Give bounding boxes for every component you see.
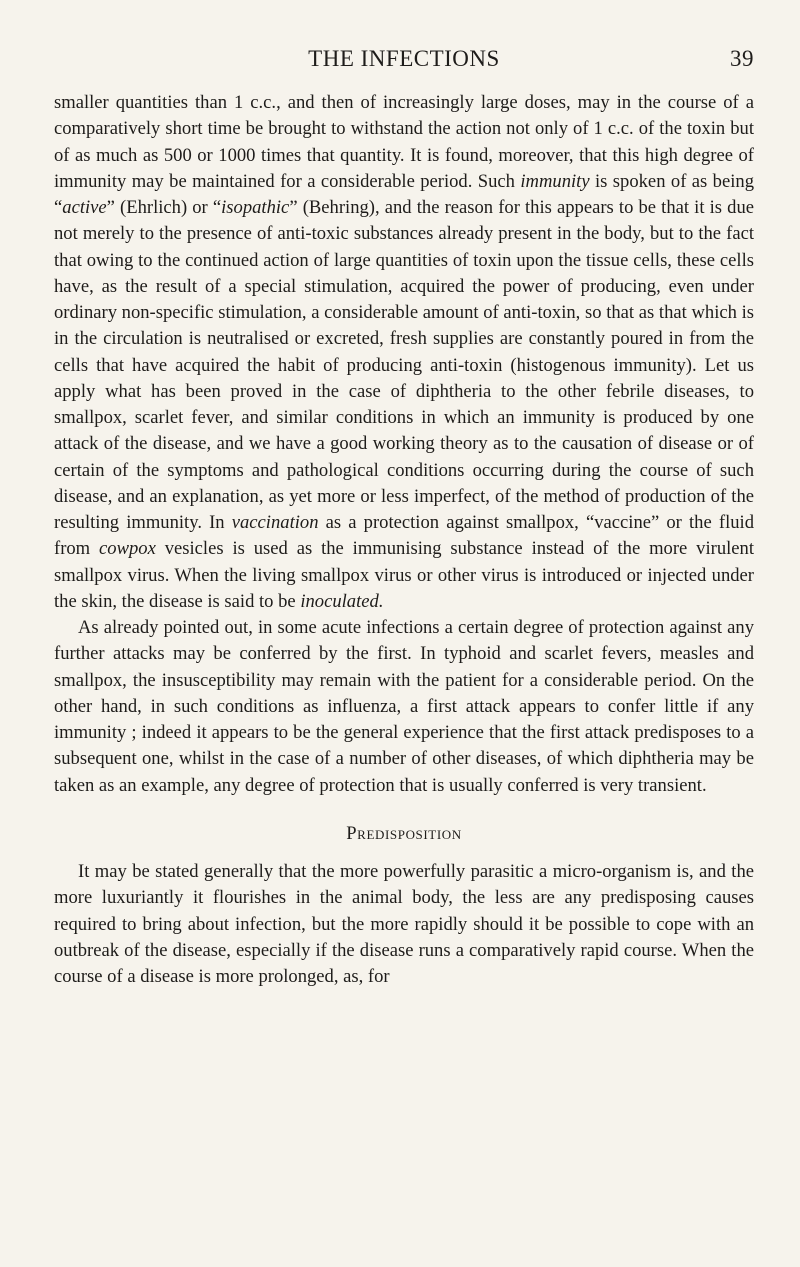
italic-term-active: active — [62, 197, 107, 218]
running-head — [54, 46, 754, 80]
section-heading: Predisposition — [346, 822, 462, 844]
paragraph-continuation — [54, 90, 754, 615]
body-text — [54, 90, 754, 990]
text-run: smaller quantities than 1 c.c., and then of increasingly large doses, may in the course of a comparatively short time be brought to withstand the action not only of 1 c.c. of the toxin but of as much as 500 or 1000 times that quantity. It is found, moreover, that this high degree of immunity may be maintained for a considerable period. Such — [54, 92, 754, 192]
text-run: as a protection against smallpox, “vaccine” or the fluid from — [54, 512, 754, 560]
italic-term-inoculated: inoculated. — [300, 590, 384, 612]
text-run: vesicles is used as the immunising substance instead of the more virulent smallpox virus. When the living smallpox virus or other virus is introduced or injected under the skin, the disease is said to be — [54, 538, 754, 612]
italic-term-immunity: immunity — [520, 170, 590, 192]
running-title: THE INFECTIONS — [308, 46, 500, 71]
text-run: ” (Behring), and the reason for this appears to be that it is due not merely to the presence of anti-toxic substances already present in the body, but to the fact that owing to the continued action of large quantities of toxin upon the tissue cells, these cells have, as the result of a special stimulation, acquired the power of producing, even under ordinary non-specific stimulation, a considerable amount of anti-toxin, so that as that which is in the circulation is neutralised or excreted, fresh supplies are constantly poured in from the cells that have acquired the habit of producing anti-toxin (histogenous immunity). Let us apply what has been proved in the case of diphtheria to the other febrile diseases, to smallpox, scarlet fever, and similar conditions in which an immunity is produced by one attack of the disease, and we have a good working theory as to the causation of disease or of certain of the symptoms and pathological conditions occurring during the course of such disease, and an explanation, as yet more or less imperfect, of the method of production of the resulting immunity. In — [54, 197, 754, 533]
italic-term-vaccination: vaccination — [231, 512, 319, 533]
italic-term-cowpox: cowpox — [99, 538, 156, 560]
paragraph-acute-infections: As already pointed out, in some acute infections a certain degree of protection against any further attacks may be conferred by the first. In typhoid and scarlet fevers, measles and smallpox, the insusceptibility may remain with the patient for a considerable period. On the other hand, in such conditions as influenza, a first attack appears to confer little if any immunity ; indeed it appears to be the general experience that the first attack predisposes to a subsequent one, whilst in the case of a number of other diseases, of which diphtheria may be taken as an example, any degree of protection that is usually conferred is very transient. — [54, 617, 754, 796]
text-run: ” (Ehrlich) or “ — [106, 197, 222, 218]
text-run: is spoken of as being “ — [54, 170, 754, 218]
paragraph-predisposition: It may be stated generally that the more powerfully parasitic a micro-organism is, and the more luxuriantly it flourishes in the animal body, the less are any predisposing causes required to bring about infection, but the more rapidly should it be possible to cope with an outbreak of the disease, especially if the disease runs a comparatively rapid course. When the course of a disease is more prolonged, as, for — [54, 861, 754, 987]
page-number: 39 — [730, 46, 754, 71]
italic-term-isopathic: isopathic — [221, 197, 290, 218]
book-page — [54, 46, 754, 990]
